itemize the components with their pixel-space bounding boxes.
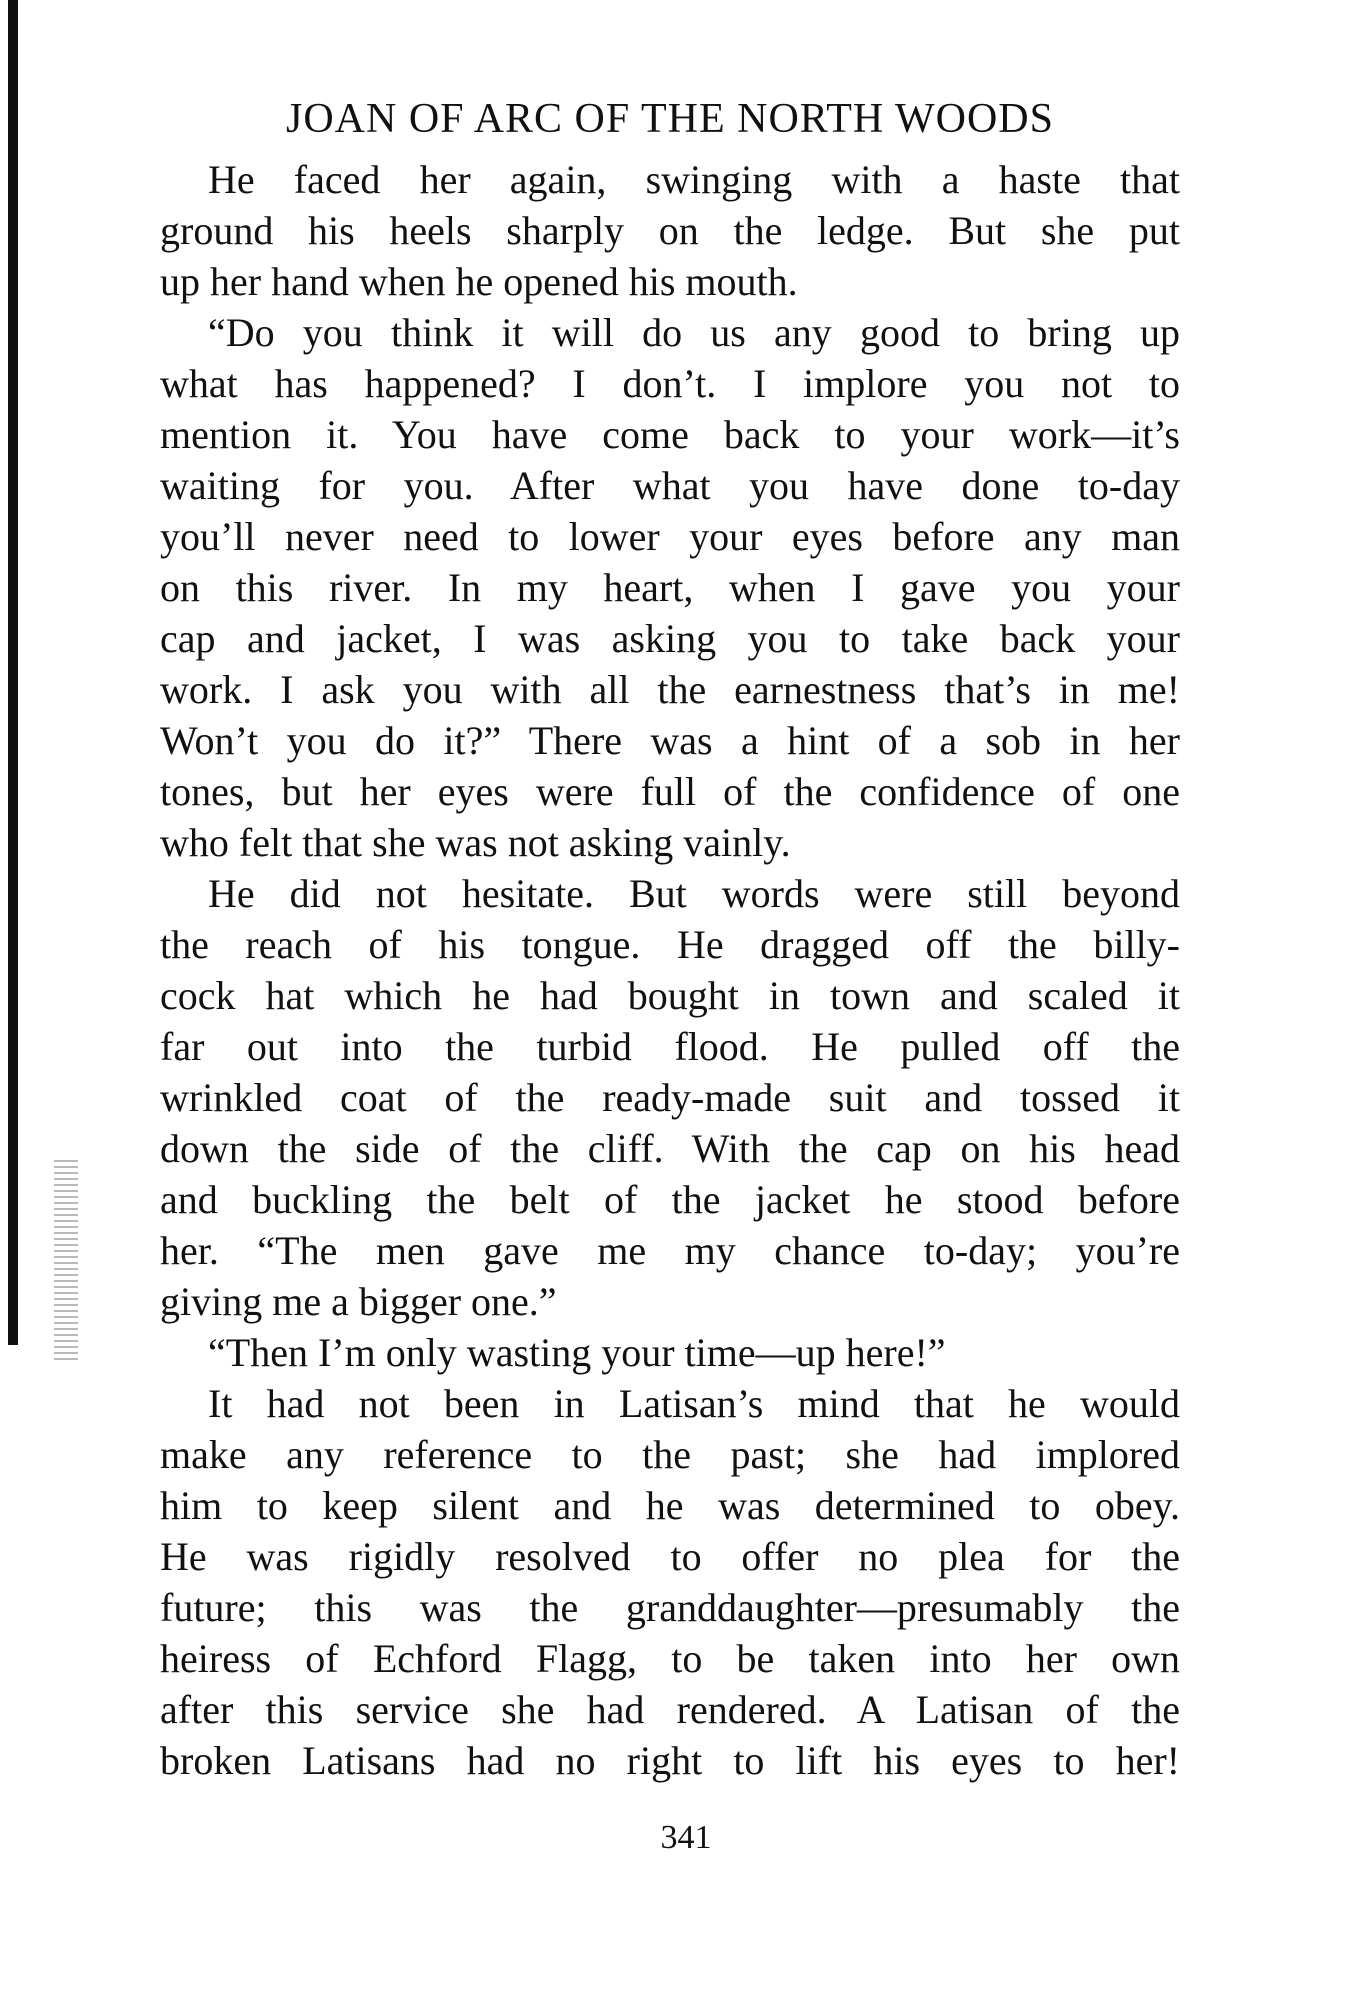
text-line: who felt that she was not asking vainly. [160, 820, 791, 865]
text-line: on this river. In my heart, when I gave you your [160, 565, 1180, 610]
text-line: broken Latisans had no right to lift his eyes to her! [160, 1738, 1180, 1783]
text-line: giving me a bigger one.” [160, 1279, 557, 1324]
text-line: tones, but her eyes were full of the confidence of one [160, 769, 1180, 814]
text-line: make any reference to the past; she had implored [160, 1432, 1180, 1477]
text-line: you’ll never need to lower your eyes before any man [160, 514, 1180, 559]
text-line: down the side of the cliff. With the cap on his head [160, 1126, 1180, 1171]
text-line: heiress of Echford Flagg, to be taken into her own [160, 1636, 1180, 1681]
text-line: “Then I’m only wasting your time—up here!” [208, 1330, 946, 1375]
text-line: He did not hesitate. But words were still beyond [208, 871, 1180, 916]
text-line: mention it. You have come back to your work—it’s [160, 412, 1180, 457]
text-line: He faced her again, swinging with a haste that [208, 157, 1180, 202]
text-line: wrinkled coat of the ready-made suit and tossed it [160, 1075, 1180, 1120]
text-line: future; this was the granddaughter—presumably the [160, 1585, 1180, 1630]
text-line: cap and jacket, I was asking you to take back your [160, 616, 1180, 661]
text-line: It had not been in Latisan’s mind that he would [208, 1381, 1180, 1426]
running-head: JOAN OF ARC OF THE NORTH WOODS [285, 96, 1054, 142]
text-line: him to keep silent and he was determined to obey. [160, 1483, 1180, 1528]
text-line: her. “The men gave me my chance to-day; you’re [160, 1228, 1180, 1273]
paragraph-1 [160, 154, 1180, 307]
text-line: up her hand when he opened his mouth. [160, 259, 798, 304]
page-number: 341 [660, 1819, 712, 1856]
text-line: and buckling the belt of the jacket he stood before [160, 1177, 1180, 1222]
text-line: He was rigidly resolved to offer no plea for the [160, 1534, 1180, 1579]
paragraph-3 [160, 868, 1180, 1327]
text-line: the reach of his tongue. He dragged off the billy- [160, 922, 1180, 967]
binding-edge [8, 0, 18, 1345]
text-line: Won’t you do it?” There was a hint of a sob in her [160, 718, 1180, 763]
text-line: work. I ask you with all the earnestness that’s in me! [160, 667, 1180, 712]
paragraph-2 [160, 307, 1180, 868]
text-line: after this service she had rendered. A Latisan of the [160, 1687, 1180, 1732]
binding-shadow [54, 1160, 78, 1360]
text-line: cock hat which he had bought in town and scaled it [160, 973, 1180, 1018]
text-line: ground his heels sharply on the ledge. But she put [160, 208, 1180, 253]
text-line: far out into the turbid flood. He pulled off the [160, 1024, 1180, 1069]
text-line: waiting for you. After what you have done to-day [160, 463, 1180, 508]
text-line: what has happened? I don’t. I implore you not to [160, 361, 1180, 406]
page-text [160, 88, 1180, 1786]
paragraph-5 [160, 1378, 1180, 1786]
paragraph-4 [160, 1327, 1180, 1378]
text-line: “Do you think it will do us any good to bring up [208, 310, 1180, 355]
